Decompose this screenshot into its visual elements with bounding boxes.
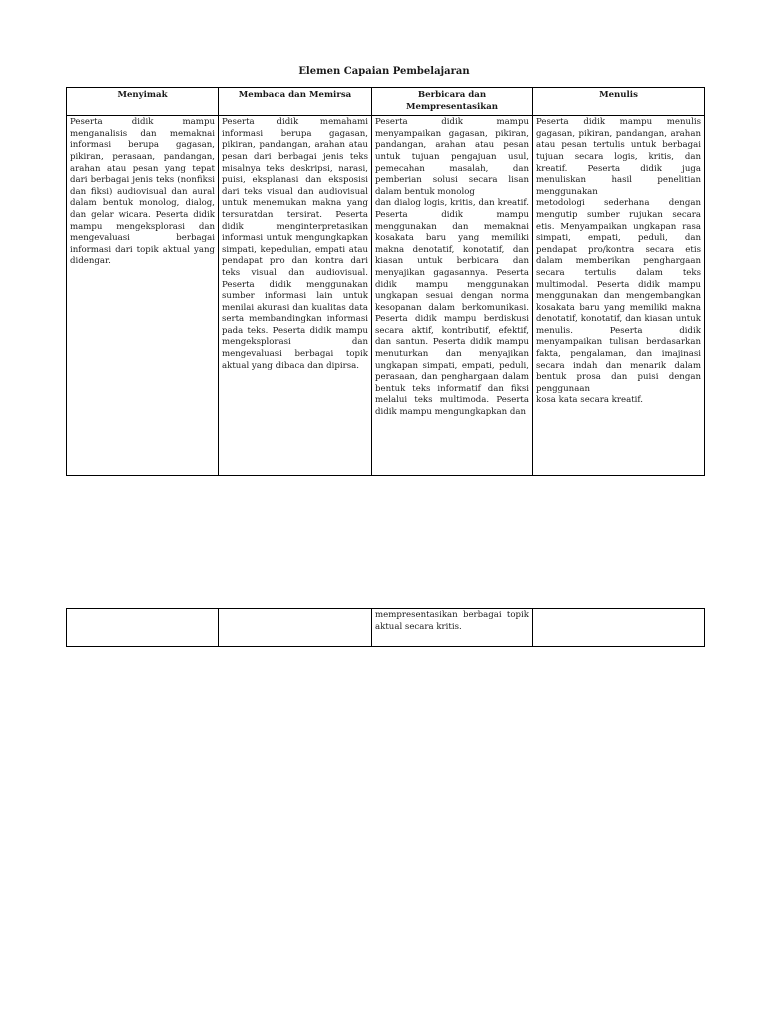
cont-cell-menyimak (67, 609, 219, 647)
table-row (67, 609, 705, 647)
header-berbicara-mempresentasikan: Berbicara dan Mempresentasikan (372, 88, 533, 116)
cell-text: Peserta didik memahami informasi berupa gagasan, pikiran, pandangan, arahan atau pesan dari berbagai jenis teks misalnya teks deskripsi, narasi, puisi, eksplanasi dan eksposisi dari teks visual dan audiovisual untuk menemukan makna yang tersuratdan tersirat. Peserta didik menginterpretasikan informasi untuk mengungkapkan simpati, kepedulian, empati atau pendapat pro dan kontra dari teks visual dan audiovisual. Peserta didik menggunakan sumber informasi lain untuk menilai akurasi dan kualitas data serta membandingkan informasi pada teks. Peserta didik mampu mengeksplorasi dan mengevaluasi berbagai topik aktual yang dibaca dan dipirsa. (222, 117, 368, 371)
cell-menyimak (67, 116, 219, 476)
cont-cell-menulis (533, 609, 705, 647)
continuation-table (66, 608, 705, 647)
page-title: Elemen Capaian Pembelajaran (298, 66, 470, 77)
cont-cell-berbicara-mempresentasikan: mempresentasikan berbagai topik aktual secara kritis. (372, 609, 533, 647)
cell-text: Peserta didik mampu menganalisis dan memaknai informasi berupa gagasan, pikiran, perasaan, pandangan, arahan atau pesan yang tepat dari berbagai jenis teks (nonfiksi dan fiksi) audiovisual dan aural dalam bentuk monolog, dialog, dan gelar wicara. Peserta didik mampu mengeksplorasi dan mengevaluasi berbagai informasi dari topik aktual yang didengar. (70, 117, 215, 267)
cont-cell-membaca-memirsa (219, 609, 372, 647)
cell-text: Peserta didik mampu menyampaikan gagasan, pikiran, pandangan, arahan atau pesan untuk tujuan pengajuan usul, pemecahan masalah, dan pemberian solusi secara lisan dalam bentuk monolog dan dialog logis, kritis, dan kreatif. Peserta didik mampu menggunakan dan memaknai kosakata baru yang memiliki makna denotatif, konotatif, dan kiasan untuk berbicara dan menyajikan gagasannya. Peserta didik mampu menggunakan ungkapan sesuai dengan norma kesopanan dalam berkomunikasi. Peserta didik mampu berdiskusi secara aktif, kontributif, efektif, dan santun. Peserta didik mampu menuturkan dan menyajikan ungkapan simpati, empati, peduli, perasaan, dan penghargaan dalam bentuk teks informatif dan fiksi melalui teks multimoda. Peserta didik mampu mengungkapkan dan (375, 117, 529, 418)
header-membaca-memirsa: Membaca dan Memirsa (219, 88, 372, 116)
cell-berbicara-mempresentasikan (372, 116, 533, 476)
table-row (67, 116, 705, 476)
cell-menulis (533, 116, 705, 476)
header-menyimak: Menyimak (67, 88, 219, 116)
cell-text: Peserta didik mampu menulis gagasan, pikiran, pandangan, arahan atau pesan tertulis untuk berbagai tujuan secara logis, kritis, dan kreatif. Peserta didik juga menuliskan hasil penelitian menggunakan metodologi sederhana dengan mengutip sumber rujukan secara etis. Menyampaikan ungkapan rasa simpati, empati, peduli, dan pendapat pro/kontra secara etis dalam memberikan penghargaan secara tertulis dalam teks multimodal. Peserta didik mampu menggunakan dan mengembangkan kosakata baru yang memiliki makna denotatif, konotatif, dan kiasan untuk menulis. Peserta didik menyampaikan tulisan berdasarkan fakta, pengalaman, dan imajinasi secara indah dan menarik dalam bentuk prosa dan puisi dengan penggunaan kosa kata secara kreatif. (536, 117, 701, 406)
learning-outcomes-table (66, 87, 705, 476)
table-header-row (67, 88, 705, 116)
cell-membaca-memirsa (219, 116, 372, 476)
header-menulis: Menulis (533, 88, 705, 116)
